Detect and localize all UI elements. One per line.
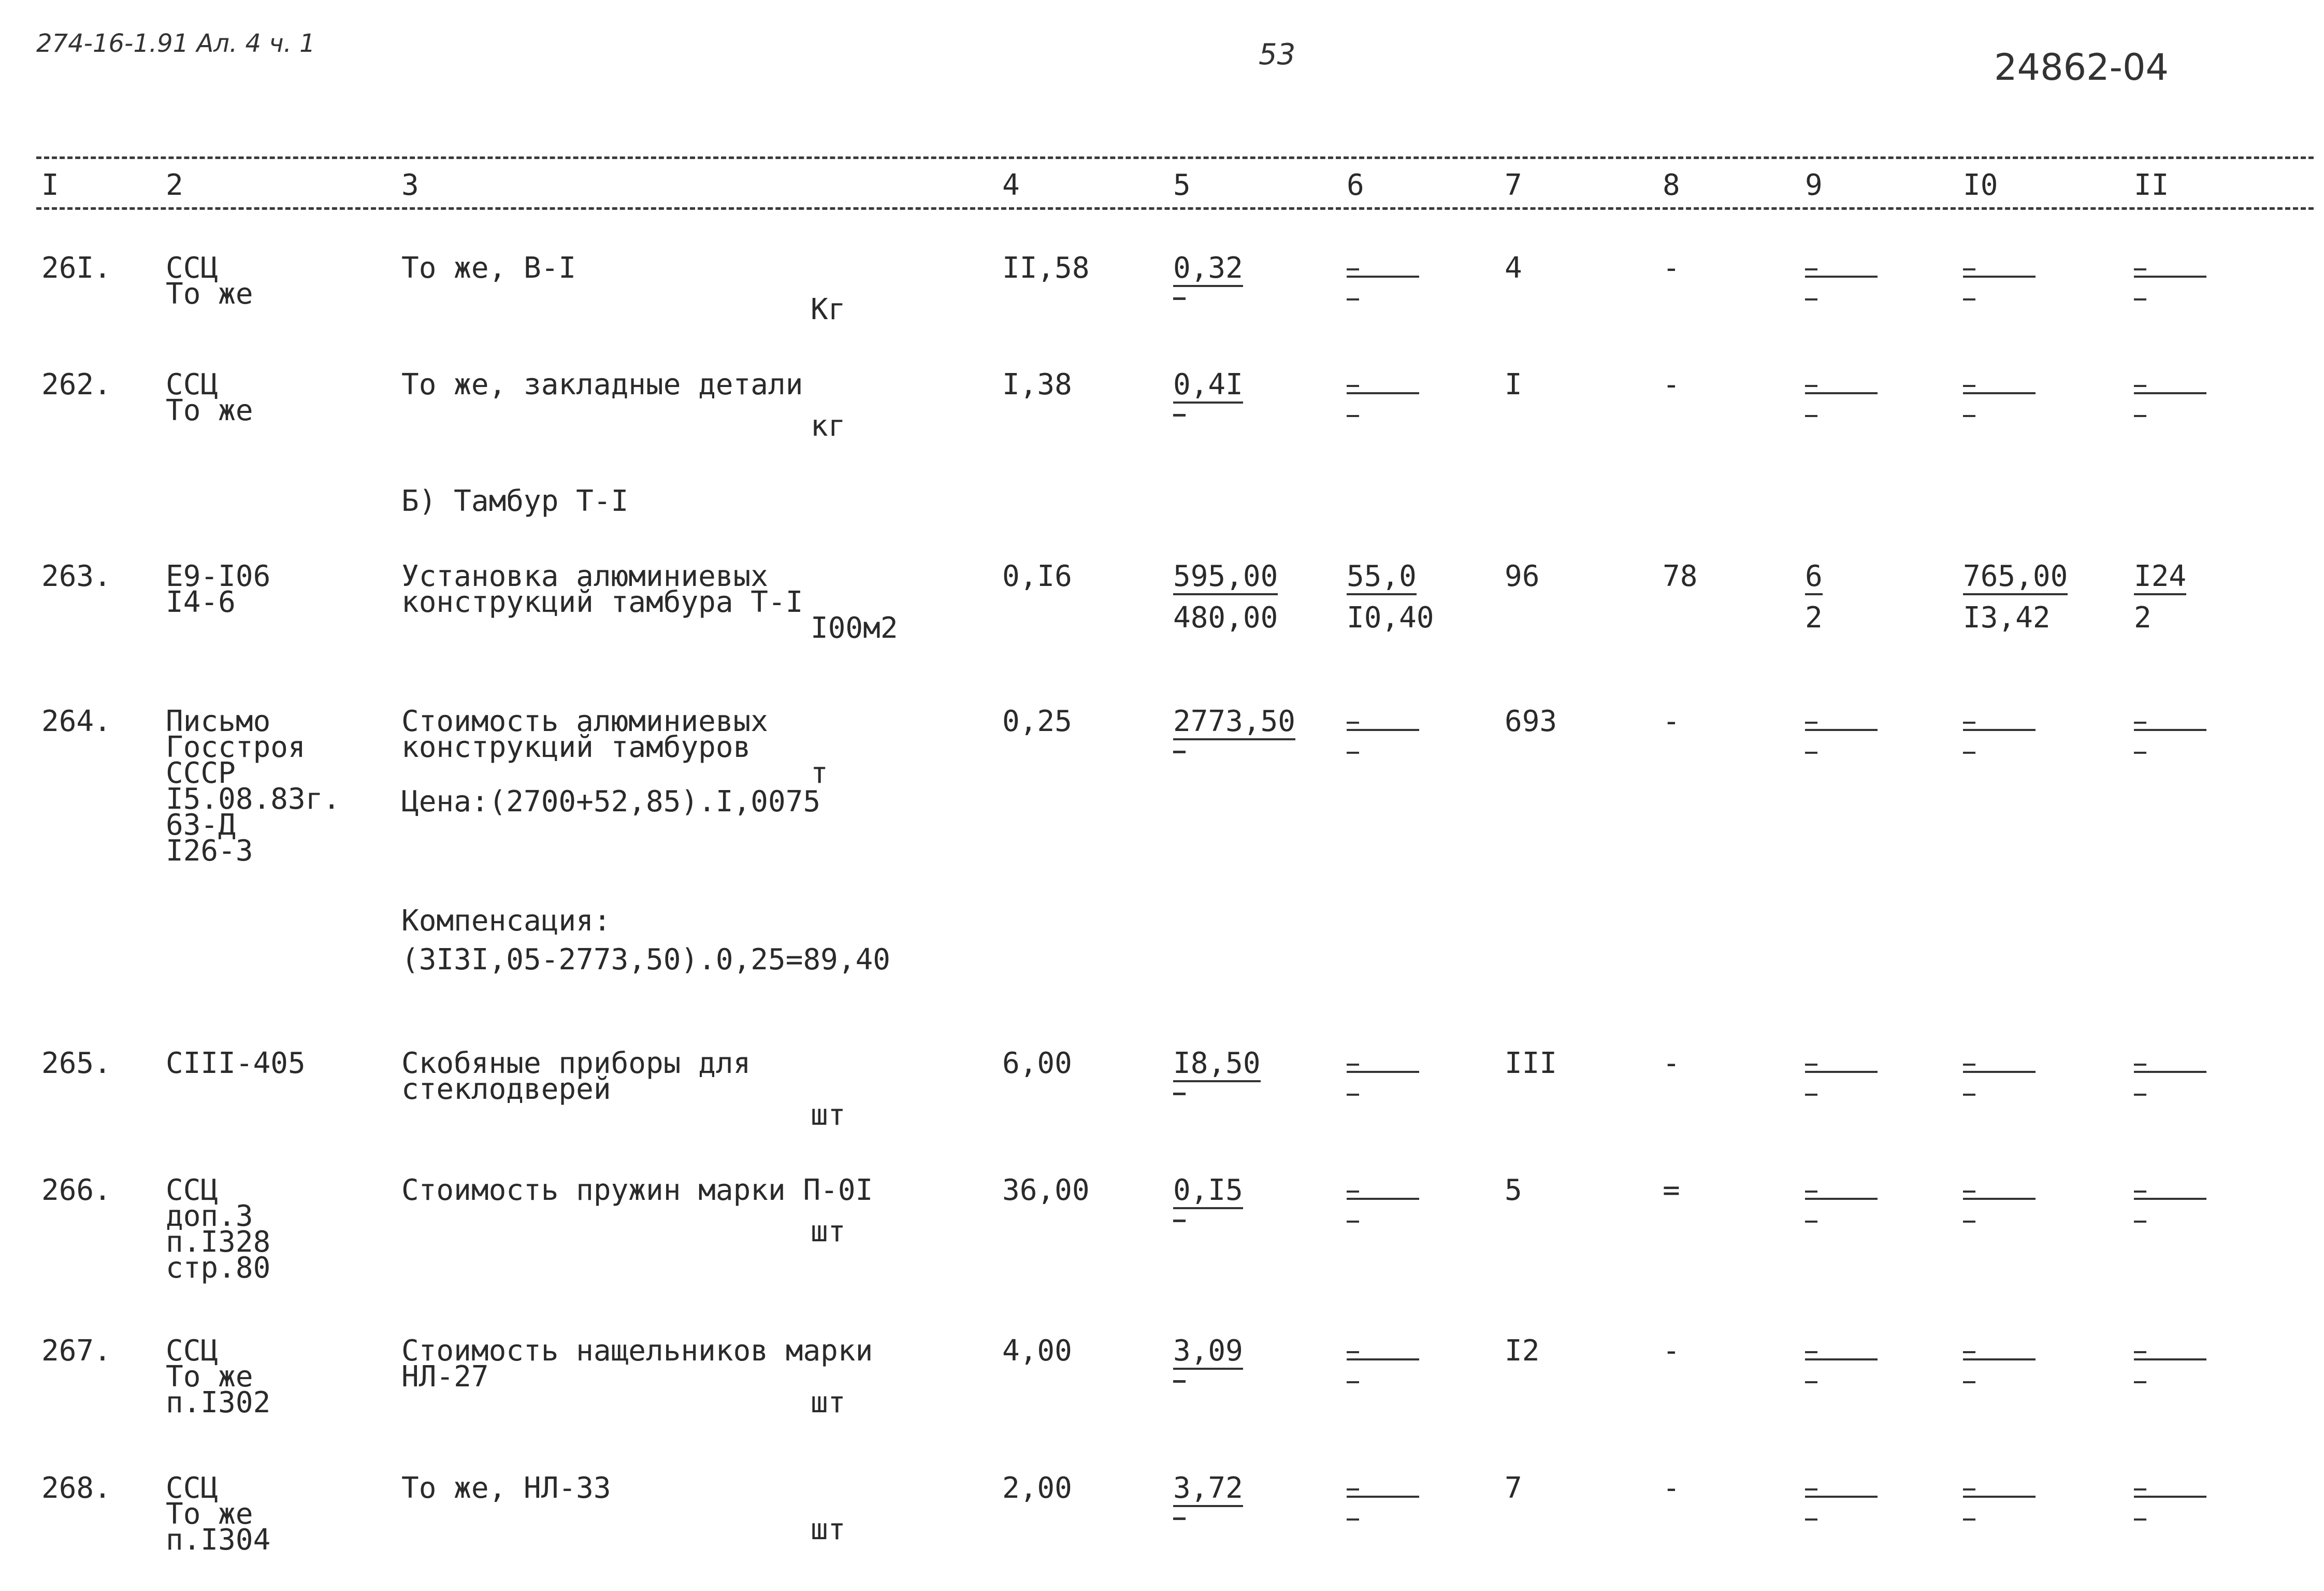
cell-c8: - xyxy=(1663,251,1680,285)
row-code-line: СIII-405 xyxy=(166,1047,306,1080)
row-code-line: ССЦ xyxy=(166,368,219,402)
cell-c8: - xyxy=(1663,1047,1680,1080)
empty-value-mark xyxy=(2134,1176,2206,1223)
empty-value-mark xyxy=(1805,370,1878,417)
column-header-5: 5 xyxy=(1173,168,1191,202)
row-description-line: конструкций тамбуров xyxy=(401,730,751,764)
row-description-line: Установка алюминиевых xyxy=(401,560,769,593)
cell-c5-top: 3,09 xyxy=(1173,1337,1243,1370)
empty-value-mark xyxy=(1173,1380,1186,1383)
empty-value-mark xyxy=(2134,254,2206,300)
column-header-6: 6 xyxy=(1347,168,1364,202)
cell-c8: - xyxy=(1663,368,1680,402)
row-unit: шт xyxy=(811,1513,846,1546)
cell-quantity: 6,00 xyxy=(1002,1047,1072,1080)
row-unit: т xyxy=(811,756,828,790)
empty-value-mark xyxy=(1963,1337,2036,1383)
row-code-line: стр.80 xyxy=(166,1251,271,1285)
row-code-line: Госстроя xyxy=(166,730,306,764)
column-header-2: 2 xyxy=(166,168,183,202)
row-number: 262. xyxy=(41,368,111,402)
column-header-7: 7 xyxy=(1505,168,1522,202)
row-unit: шт xyxy=(811,1098,846,1132)
row-number: 26I. xyxy=(41,251,111,285)
empty-value-mark xyxy=(2134,1337,2206,1383)
cell-c8: - xyxy=(1663,705,1680,738)
row-description-line: Стоимость алюминиевых xyxy=(401,705,769,738)
row-number: 267. xyxy=(41,1334,111,1368)
cell-quantity: 36,00 xyxy=(1002,1173,1090,1207)
row-code-line: СССР xyxy=(166,756,236,790)
column-header-3: 3 xyxy=(401,168,419,202)
row-code-line: Е9-I06 xyxy=(166,560,271,593)
empty-value-mark xyxy=(2134,1474,2206,1521)
empty-value-mark xyxy=(1347,254,1419,300)
cell-c7: 693 xyxy=(1505,705,1557,738)
cell-c7: 7 xyxy=(1505,1471,1522,1505)
row-number: 268. xyxy=(41,1471,111,1505)
empty-value-mark xyxy=(2134,1049,2206,1096)
cell-c7: 96 xyxy=(1505,560,1540,593)
empty-value-mark xyxy=(1173,297,1186,300)
row-code-line: То же xyxy=(166,1360,253,1394)
cell-quantity: 2,00 xyxy=(1002,1471,1072,1505)
cell-quantity: I,38 xyxy=(1002,368,1072,402)
row-description-line: Скобяные приборы для xyxy=(401,1047,751,1080)
column-header-8: 8 xyxy=(1663,168,1680,202)
empty-value-mark xyxy=(1805,254,1878,300)
empty-value-mark xyxy=(1173,751,1186,753)
row-code-line: п.I328 xyxy=(166,1225,271,1259)
empty-value-mark xyxy=(1347,1176,1419,1223)
cell-c5-top: 595,00 xyxy=(1173,562,1278,595)
row-description-line: Стоимость пружин марки П-0I xyxy=(401,1173,873,1207)
row-number: 264. xyxy=(41,705,111,738)
row-code-line: I5.08.83г. xyxy=(166,782,341,816)
row-code-line: п.I304 xyxy=(166,1523,271,1557)
cell-c7: 5 xyxy=(1505,1173,1522,1207)
row-code-line: I4-6 xyxy=(166,585,236,619)
column-header-4: 4 xyxy=(1002,168,1020,202)
empty-value-mark xyxy=(1347,707,1419,754)
cell-c5-bottom: 480,00 xyxy=(1173,601,1278,635)
cell-c8: = xyxy=(1663,1173,1680,1207)
row-number: 266. xyxy=(41,1173,111,1207)
column-header-9: 9 xyxy=(1805,168,1823,202)
column-header-11: II xyxy=(2134,168,2169,202)
row-code-line: ССЦ xyxy=(166,251,219,285)
row-unit: шт xyxy=(811,1215,846,1249)
compensation-formula: (3I3I,05-2773,50).0,25=89,40 xyxy=(401,943,891,977)
cell-c5-top: 3,72 xyxy=(1173,1474,1243,1507)
empty-value-mark xyxy=(1347,370,1419,417)
document-number: 24862-04 xyxy=(1994,46,2169,89)
row-code-line: ССЦ xyxy=(166,1471,219,1505)
empty-value-mark xyxy=(1173,414,1186,417)
row-description-line: То же, В-I xyxy=(401,251,576,285)
cell-quantity: 0,25 xyxy=(1002,705,1072,738)
cell-c8: 78 xyxy=(1663,560,1698,593)
row-code-line: То же xyxy=(166,394,253,427)
cell-quantity: 0,I6 xyxy=(1002,560,1072,593)
row-description-line: То же, НЛ-33 xyxy=(401,1471,611,1505)
page-number: 53 xyxy=(1259,38,1296,71)
row-unit: Кг xyxy=(811,293,846,326)
empty-value-mark xyxy=(1173,1220,1186,1222)
row-description-line: НЛ-27 xyxy=(401,1360,489,1394)
cell-c9-top: 6 xyxy=(1805,562,1823,595)
empty-value-mark xyxy=(1963,1474,2036,1521)
cell-c8: - xyxy=(1663,1471,1680,1505)
empty-value-mark xyxy=(2134,707,2206,754)
empty-value-mark xyxy=(1963,1049,2036,1096)
row-description-line: конструкций тамбура Т-I xyxy=(401,585,803,619)
column-header-10: I0 xyxy=(1963,168,1998,202)
cell-c5-top: 2773,50 xyxy=(1173,707,1295,740)
cell-c10-bottom: I3,42 xyxy=(1963,601,2051,635)
row-description-line: То же, закладные детали xyxy=(401,368,803,402)
cell-c11-top: I24 xyxy=(2134,562,2186,595)
empty-value-mark xyxy=(1347,1337,1419,1383)
header-bottom-rule xyxy=(36,207,2314,210)
empty-value-mark xyxy=(1173,1517,1186,1520)
empty-value-mark xyxy=(1963,707,2036,754)
row-unit: кг xyxy=(811,409,846,443)
cell-quantity: 4,00 xyxy=(1002,1334,1072,1368)
row-code-line: ССЦ xyxy=(166,1334,219,1368)
empty-value-mark xyxy=(1963,1176,2036,1223)
cell-c8: - xyxy=(1663,1334,1680,1368)
row-unit: шт xyxy=(811,1386,846,1420)
empty-value-mark xyxy=(1963,370,2036,417)
header-top-rule xyxy=(36,156,2314,159)
empty-value-mark xyxy=(1963,254,2036,300)
section-title: Б) Тамбур Т-I xyxy=(401,484,629,518)
price-formula: Цена:(2700+52,85).I,0075 xyxy=(401,785,821,819)
empty-value-mark xyxy=(1173,1093,1186,1095)
cell-c7: 4 xyxy=(1505,251,1522,285)
empty-value-mark xyxy=(1805,1176,1878,1223)
cell-c5-top: 0,32 xyxy=(1173,254,1243,287)
empty-value-mark xyxy=(1805,1049,1878,1096)
row-code-line: I26-3 xyxy=(166,834,253,868)
cell-c7: III xyxy=(1505,1047,1557,1080)
row-code-line: То же xyxy=(166,1497,253,1531)
row-code-line: ССЦ xyxy=(166,1173,219,1207)
row-code-line: То же xyxy=(166,277,253,311)
row-code-line: п.I302 xyxy=(166,1386,271,1420)
cell-c6-top: 55,0 xyxy=(1347,562,1417,595)
row-description-line: стеклодверей xyxy=(401,1072,611,1106)
cell-c6-bottom: I0,40 xyxy=(1347,601,1434,635)
handwritten-note: 274-16-1.91 Ал. 4 ч. 1 xyxy=(36,29,315,58)
empty-value-mark xyxy=(1805,1337,1878,1383)
row-description-line: Стоимость нащельников марки xyxy=(401,1334,873,1368)
empty-value-mark xyxy=(2134,370,2206,417)
cell-c7: I xyxy=(1505,368,1522,402)
cell-c5-top: 0,4I xyxy=(1173,370,1243,404)
empty-value-mark xyxy=(1805,707,1878,754)
column-header-1: I xyxy=(41,168,59,202)
cell-c5-top: I8,50 xyxy=(1173,1049,1261,1082)
empty-value-mark xyxy=(1805,1474,1878,1521)
cell-c10-top: 765,00 xyxy=(1963,562,2068,595)
row-code-line: Письмо xyxy=(166,705,271,738)
cell-c7: I2 xyxy=(1505,1334,1540,1368)
cell-c9-bottom: 2 xyxy=(1805,601,1823,635)
row-number: 265. xyxy=(41,1047,111,1080)
empty-value-mark xyxy=(1347,1049,1419,1096)
cell-c11-bottom: 2 xyxy=(2134,601,2152,635)
empty-value-mark xyxy=(1347,1474,1419,1521)
cell-quantity: II,58 xyxy=(1002,251,1090,285)
cell-c5-top: 0,I5 xyxy=(1173,1176,1243,1209)
row-code-line: 63-Д xyxy=(166,808,236,842)
row-code-line: доп.3 xyxy=(166,1199,253,1233)
row-unit: I00м2 xyxy=(811,611,898,645)
row-number: 263. xyxy=(41,560,111,593)
compensation-label: Компенсация: xyxy=(401,904,611,938)
